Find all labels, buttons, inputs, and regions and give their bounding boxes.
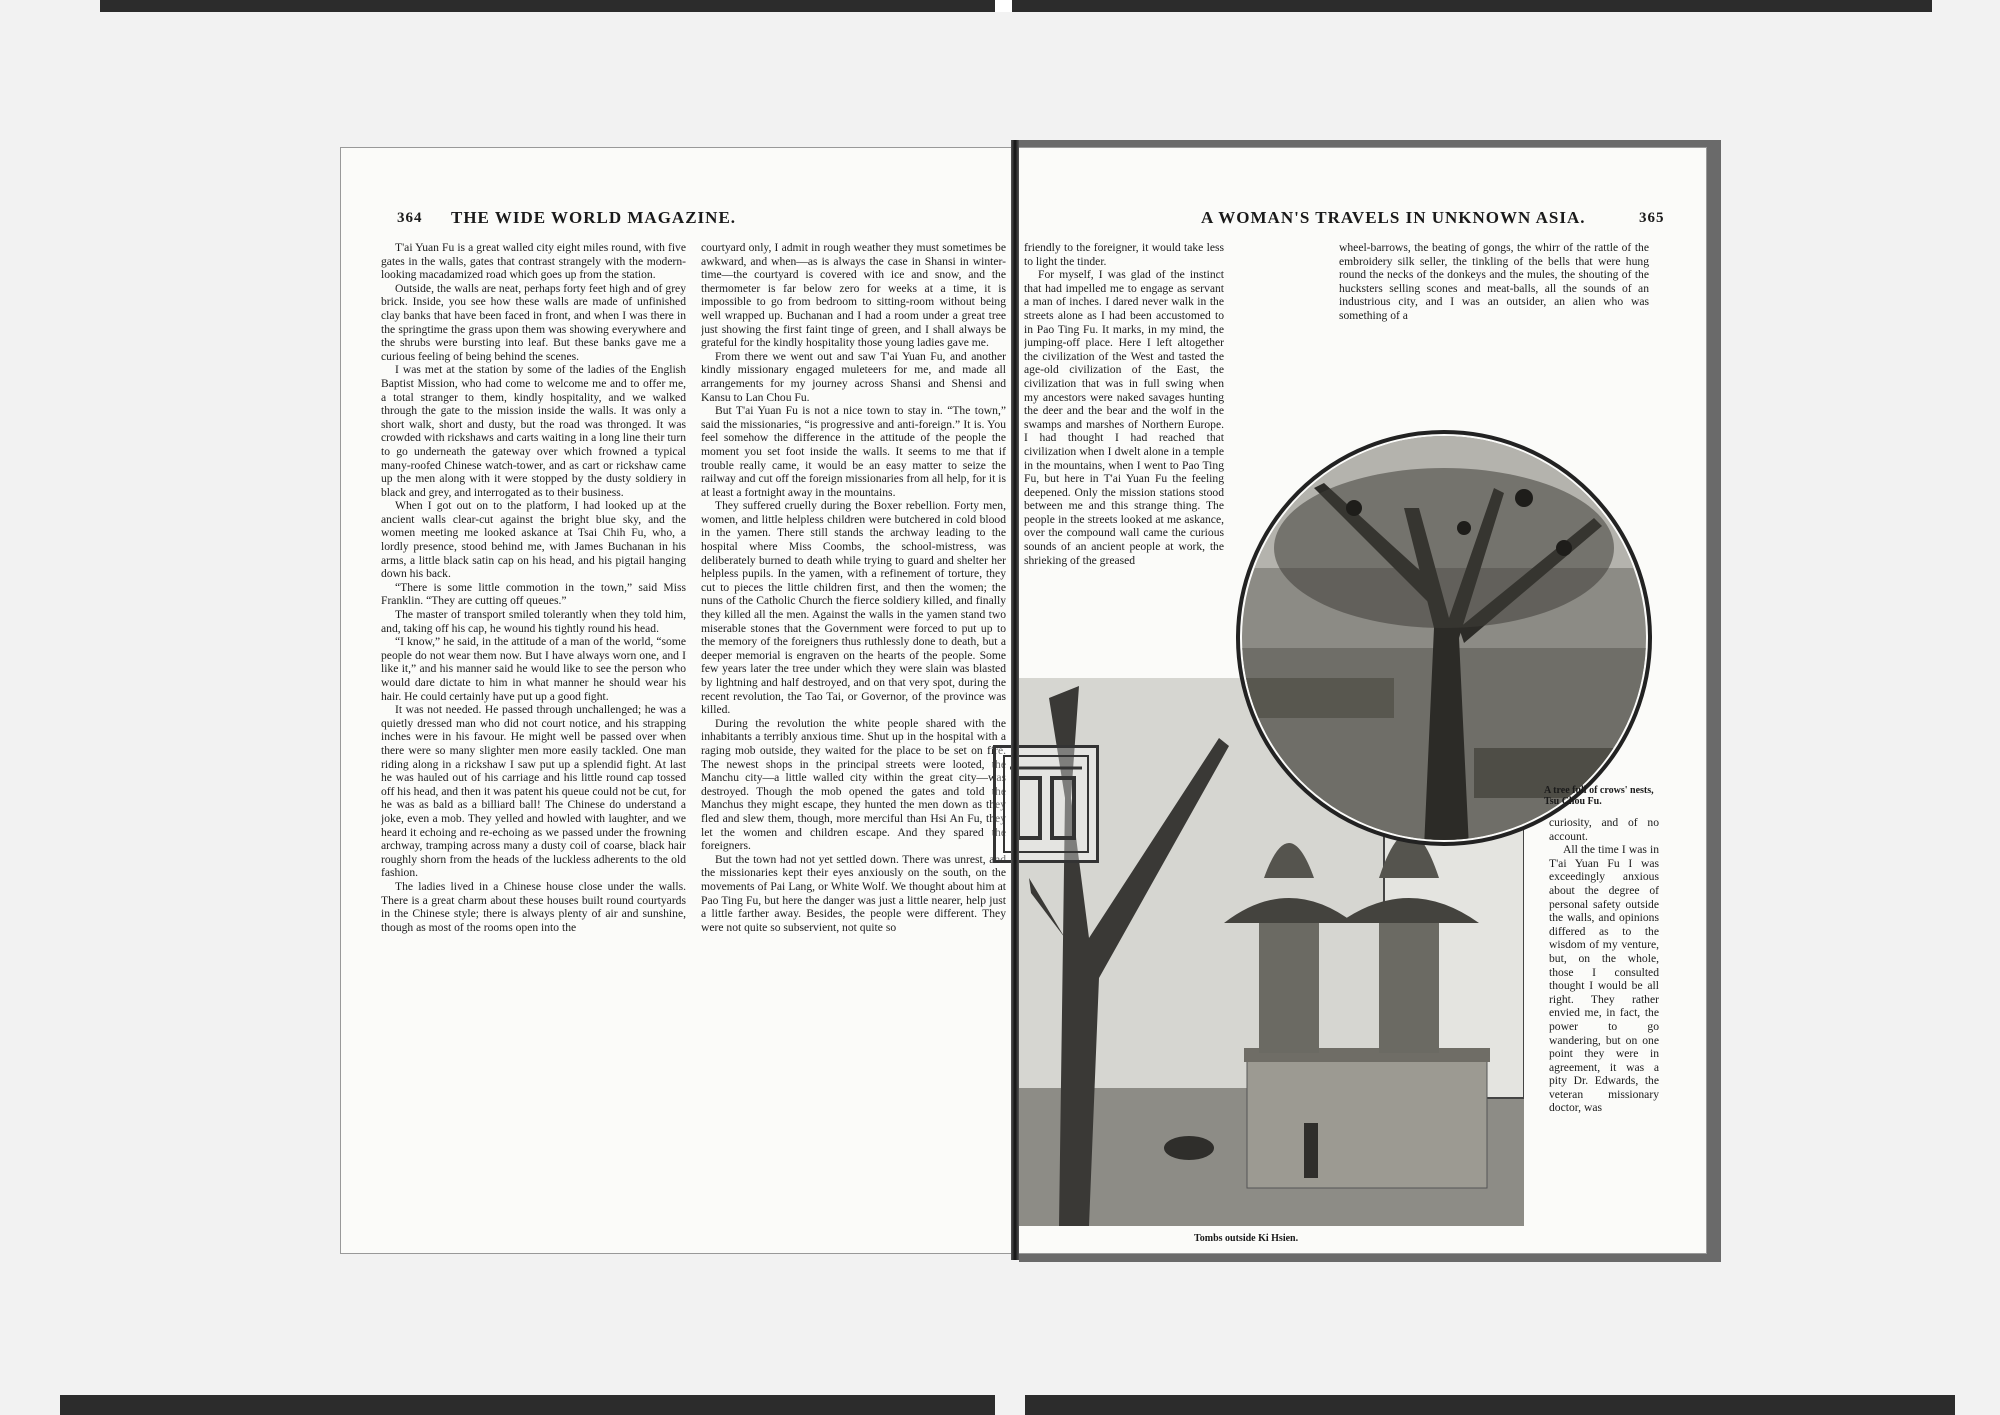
left-page xyxy=(341,148,1011,1253)
left-page-number: 364 xyxy=(397,210,423,226)
photo-tree-caption: A tree full of crows' nests, Tsu Chou Fu. xyxy=(1544,785,1654,807)
paragraph: “I know,” he said, in the attitude of a man of the world, “some people do not wear them now. But I have always worn one, and I like it,” and his manner said he would like to see the person who would dare dictate to him in what manner he should wear his hair. He could certainly have put up a good fight. xyxy=(381,635,686,703)
left-column-1 xyxy=(381,241,686,1246)
paragraph: wheel-barrows, the beating of gongs, the whirr of the rattle of the embroidery silk seller, the tinkling of the bells that were hung round the necks of the donkeys and the mules, the shouting of the hucksters selling scones and meat-balls, all the sounds of an industrious city, and I was an outsider, an alien who was something of a xyxy=(1339,241,1649,322)
paragraph: It was not needed. He passed through unchallenged; he was a quietly dressed man who did not court notice, and his strapping inches were in his favour. He might well be passed over when there were so many slighter men more easily tackled. One man riding along in a rickshaw I saw put up a splendid fight. At last he was hauled out of his carriage and his little round cap tossed off his head, and then it was patent his queue could not be cut, for he was as bald as a billiard ball! The Chinese do understand a joke, even a mob. They yelled and howled with laughter, and we heard it echoing and re-echoing as we passed under the frowning archway, tramping across many a dusty coil of coarse, black hair roughly shorn from the heads of the luckless adherents to the old fashion. xyxy=(381,703,686,880)
paragraph: Outside, the walls are neat, perhaps forty feet high and of grey brick. Inside, you see how these walls are made of unfinished clay banks that have been faced in front, and when I was there in the springtime the grass upon them was showing everywhere and the shrubs were bursting into leaf. But these banks gave me a curious feeling of being behind the scenes. xyxy=(381,281,686,363)
right-column-3 xyxy=(1549,816,1659,1246)
paragraph: All the time I was in T'ai Yuan Fu I was exceedingly anxious about the degree of personal safety outside the walls, and opinions differed as to the wisdom of my venture, but, on the whole, those I consulted thought I would be all right. They rather envied me, in fact, the power to go wandering, but on one point they were in agreement, it was a pity Dr. Edwards, the veteran missionary doctor, was xyxy=(1549,843,1659,1115)
paragraph: But the town had not yet settled down. There was unrest, and the missionaries kept their eyes anxiously on the south, on the movements of Pai Lang, or White Wolf. We thought about him at Pao Ting Fu, but here the danger was just a little nearer, help just a little farther away. Besides, the people were different. They were not quite so subservient, not quite so xyxy=(701,852,1006,934)
top-frame-divider xyxy=(995,0,1012,12)
bottom-frame-bar-left xyxy=(60,1395,995,1415)
library-stamp xyxy=(993,745,1099,863)
top-frame-bar-right xyxy=(1012,0,1932,12)
right-page xyxy=(1019,148,1706,1253)
paragraph: I was met at the station by some of the ladies of the English Baptist Mission, who had come to welcome me and to offer me, a total stranger to them, kindly hospitality, and we walked through the gate to the mission inside the walls. It was only a short walk, short and dusty, but the road was thronged. It was crowded with rickshaws and carts waiting in a long line their turn to go underneath the gateway over which frowned a typical many-roofed Chinese watch-tower, and as cart or rickshaw came up the men along with it were stopped by the dusty soldiery in black and grey, and interrogated as to their business. xyxy=(381,363,686,499)
paragraph: But T'ai Yuan Fu is not a nice town to stay in. “The town,” said the missionaries, “is progressive and anti-foreign.” It is. You feel somehow the difference in the attitude of the people the moment you set foot inside the walls. It seems to me that if trouble really came, it would be an easy matter to seize the railway and cut off the foreign missionaries from all help, for it is at least a fortnight away in the mountains. xyxy=(701,404,1006,499)
right-column-1 xyxy=(1024,241,1224,656)
paragraph: For myself, I was glad of the instinct that had impelled me to engage as servant a man of inches. I dared never walk in the streets alone as I had been accustomed to in Pao Ting Fu. It marks, in my mind, the jumping-off place. Here I left altogether the civilization of the West and tasted the age-old civilization of the East, the civilization that was in full swing when my ancestors were naked savages hunting the deer and the bear and the wolf in the swamps and marshes of Northern Europe. I had thought I had reached that civilization when I dwelt alone in a temple in the mountains, when I went to Pao Ting Fu, but here in T'ai Yuan Fu the feeling deepened. Only the mission stations stood between me and this strange thing. The people in the streets looked at me askance, over the compound wall came the curious sounds of an ancient people at work, the shrieking of the greased xyxy=(1024,268,1224,567)
top-frame-bar-left xyxy=(100,0,995,12)
paragraph: The master of transport smiled tolerantly when they told him, and, taking off his cap, he wound his tightly round his head. xyxy=(381,608,686,635)
paragraph: friendly to the foreigner, it would take less to light the tinder. xyxy=(1024,241,1224,268)
book-gutter xyxy=(1011,140,1019,1260)
paragraph: They suffered cruelly during the Boxer rebellion. Forty men, women, and little helpless children were butchered in cold blood in the yamen. There still stands the archway leading to the hospital where Miss Coombs, the school-mistress, was deliberately burned to death while trying to guard and shelter her helpless pupils. In the yamen, with a refinement of torture, they cut to pieces the little children first, and then the women; the nuns of the Catholic Church the fierce soldiery killed, and finally they killed all the men. Against the walls in the yamen stand two miserable stones that the Government were forced to put up to the memory of the foreigners thus ruthlessly done to death, but a deeper memorial is engraven on the hearts of the people. Some few years later the tree under which they were slain was blasted by lightning and half destroyed, and on that very spot, during the recent revolution, the Tao Tai, or Governor, of the province was killed. xyxy=(701,499,1006,717)
paragraph: The ladies lived in a Chinese house close under the walls. There is a great charm about these houses built round courtyards in the Chinese style; there is always plenty of air and sunshine, though as most of the rooms open into the xyxy=(381,879,686,934)
paragraph: From there we went out and saw T'ai Yuan Fu, and another kindly missionary engaged muleteers for me, and made all arrangements for my journey across Shansi and Shensi and Kansu to Lan Chou Fu. xyxy=(701,349,1006,404)
bottom-frame-bar-right xyxy=(1025,1395,1955,1415)
right-column-2 xyxy=(1339,241,1649,351)
left-running-head: THE WIDE WORLD MAGAZINE. xyxy=(451,208,737,227)
paragraph: T'ai Yuan Fu is a great walled city eight miles round, with five gates in the walls, gates that contrast strangely with the modern-looking macadamized road which goes up from the station. xyxy=(381,241,686,282)
paragraph: When I got out on to the platform, I had looked up at the ancient walls clear-cut against the bright blue sky, and the women meeting me looked askance at Tsai Chih Fu, who, a lordly presence, stood behind me, with James Buchanan in his arms, a little black satin cap on his head, and his pigtail hanging down his back. xyxy=(381,499,686,581)
paragraph: courtyard only, I admit in rough weather they must sometimes be awkward, and when—as is always the case in Shansi in winter-time—the courtyard is covered with ice and snow, and the thermometer is far below zero for weeks at a time, it is impossible to go from bedroom to sitting-room without being well wrapped up. Buchanan and I had a room under a great tree just showing the first faint tinge of green, and I shall always be grateful for the kindly hospitality those young ladies gave me. xyxy=(701,241,1006,350)
paragraph: curiosity, and of no account. xyxy=(1549,816,1659,843)
paragraph: During the revolution the white people shared with the inhabitants a terribly anxious time. Shut up in the hospital with a raging mob outside, they waited for the place to be set on fire. The newest shops in the principal streets were looted, the Manchu city—a little walled city within the great city—was destroyed. Though the mob opened the gates and told the Manchus they might escape, they hunted the men down as they fled and slew them, though, more merciful than Hsi An Fu, they let the women and children escape. And they spared the foreigners. xyxy=(701,716,1006,853)
paragraph: “There is some little commotion in the town,” said Miss Franklin. “They are cutting off queues.” xyxy=(381,580,686,608)
right-page-number: 365 xyxy=(1639,210,1665,226)
right-running-head: A WOMAN'S TRAVELS IN UNKNOWN ASIA. xyxy=(1201,208,1586,227)
left-column-2 xyxy=(701,241,1006,1246)
photo-tombs-caption: Tombs outside Ki Hsien. xyxy=(1194,1233,1299,1244)
